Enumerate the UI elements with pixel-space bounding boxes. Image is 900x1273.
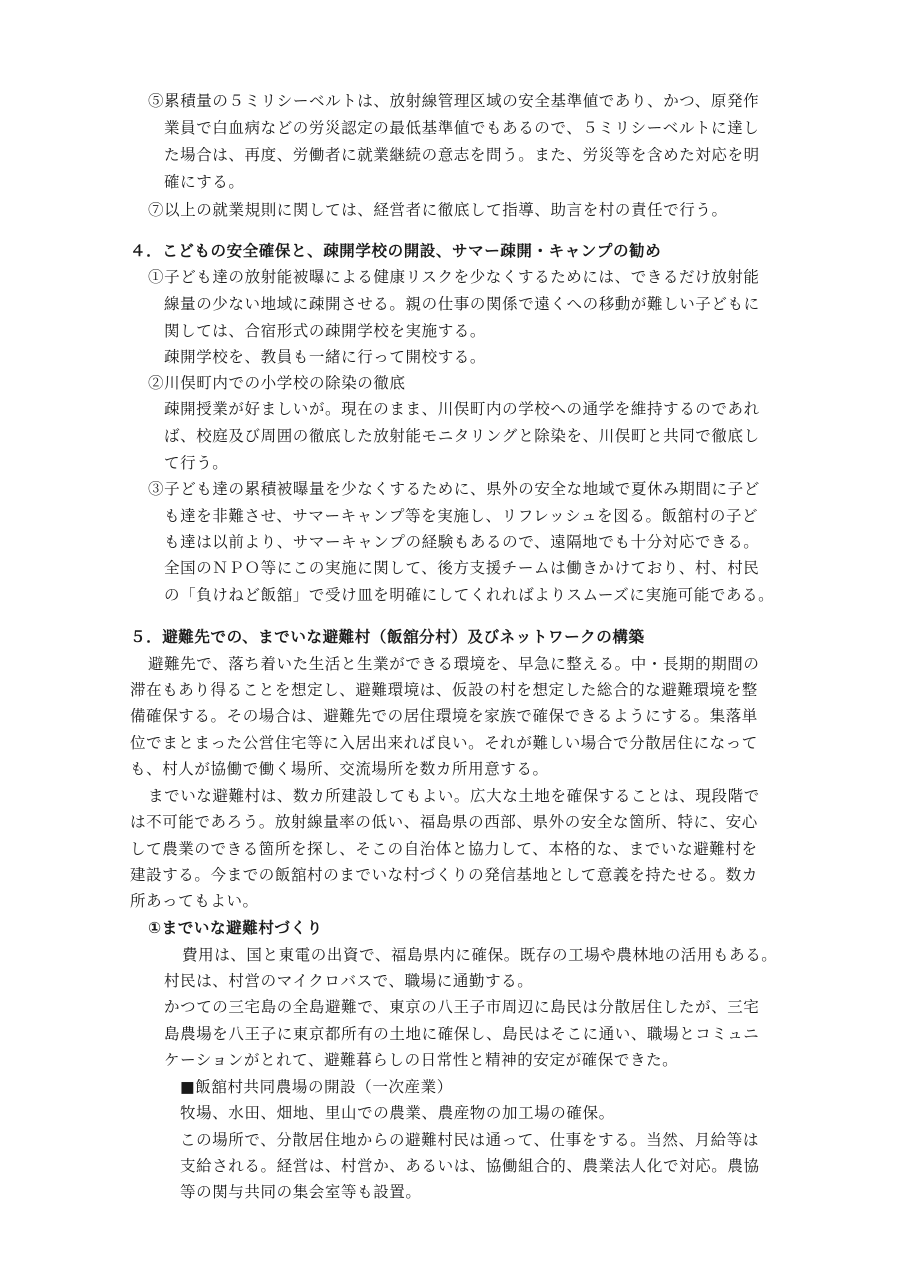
farm-line-3: 支給される。経営は、村営か、あるいは、協働組合的、農業法人化で対応。農協 xyxy=(180,1157,760,1175)
s5-sub1-line-1: 費用は、国と東電の出資で、福島県内に確保。既存の工場や農林地の活用もある。 xyxy=(182,946,778,964)
item5-line-4: 確にする。 xyxy=(164,173,245,191)
s4-p2-line-3: ば、校庭及び周囲の徹底した放射能モニタリングと除染を、川俣町と共同で徹底し xyxy=(164,427,760,445)
s5-p1-line-2: 滞在もあり得ることを想定し、避難環境は、仮設の村を想定した総合的な避難環境を整 xyxy=(130,681,758,699)
s4-p2-line-4: て行う。 xyxy=(164,454,229,472)
s5-sub1-line-4: 島農場を八王子に東京都所有の土地に確保し、島民はそこに通い、職場とコミュニ xyxy=(164,1025,760,1043)
s5-p1-line-1: 避難先で、落ち着いた生活と生業ができる環境を、早急に整える。中・長期的期間の xyxy=(148,655,760,673)
item7-line: ⑦以上の就業規則に関しては、経営者に徹底して指導、助言を村の責任で行う。 xyxy=(148,201,728,219)
item5-line-1: ⑤累積量の５ミリシーベルトは、放射線管理区域の安全基準値であり、かつ、原発作 xyxy=(148,92,760,110)
s5-p2-line-2: は不可能であろう。放射線量率の低い、福島県の西部、県外の安全な箇所、特に、安心 xyxy=(130,813,758,831)
s5-sub1-line-2: 村民は、村営のマイクロバスで、職場に通勤する。 xyxy=(164,972,534,990)
farm-line-4: 等の関与共同の集会室等も設置。 xyxy=(180,1183,422,1201)
s5-p2-line-1: までいな避難村は、数カ所建設してもよい。広大な土地を確保することは、現段階で xyxy=(148,787,760,805)
section5-heading: ５．避難先での、までいな避難村（飯舘分村）及びネットワークの構築 xyxy=(130,628,645,646)
s4-p3-line-3: も達は以前より、サマーキャンプの経験もあるので、遠隔地でも十分対応できる。 xyxy=(164,533,760,551)
farm-line-2: この場所で、分散居住地からの避難村民は通って、仕事をする。当然、月給等は xyxy=(180,1131,759,1149)
s5-p1-line-3: 備確保する。その場合は、避難先での居住環境を家族で確保できるようにする。集落単 xyxy=(130,707,758,725)
farm-line-1: 牧場、水田、畑地、里山での農業、農産物の加工場の確保。 xyxy=(180,1104,615,1122)
s5-p1-line-4: 位でまとまった公営住宅等に入居出来れば良い。それが難しい場合で分散居住になって xyxy=(130,734,758,752)
item5-line-2: 業員で白血病などの労災認定の最低基準値でもあるので、５ミリシーベルトに達し xyxy=(164,119,760,137)
s5-sub1-heading: ①までいな避難村づくり xyxy=(148,919,323,937)
s4-p3-line-5: の「負けねど飯舘」で受け皿を明確にしてくれればよりスムーズに実施可能である。 xyxy=(164,586,775,604)
farm-heading: ■飯舘村共同農場の開設（一次産業） xyxy=(180,1078,453,1096)
item5-line-3: た場合は、再度、労働者に就業継続の意志を問う。また、労災等を含めた対応を明 xyxy=(164,146,760,164)
s4-p1-line-2: 線量の少ない地域に疎開させる。親の仕事の関係で遠くへの移動が難しい子どもに xyxy=(164,295,760,313)
s4-p1-line-4: 疎開学校を、教員も一緒に行って開校する。 xyxy=(164,348,487,366)
s4-p1-line-1: ①子ども達の放射能被曝による健康リスクを少なくするためには、できるだけ放射能 xyxy=(148,268,760,286)
s4-p2-line-1: ②川俣町内での小学校の除染の徹底 xyxy=(148,374,406,392)
s5-p2-line-3: して農業のできる箇所を探し、そこの自治体と協力して、本格的な、までいな避難村を xyxy=(130,840,758,858)
s5-sub1-line-3: かつての三宅島の全島避難で、東京の八王子市周辺に島民は分散居住したが、三宅 xyxy=(164,998,760,1016)
s5-p2-line-5: 所あってもよい。 xyxy=(130,892,259,910)
s4-p3-line-2: も達を非難させ、サマーキャンプ等を実施し、リフレッシュを図る。飯舘村の子ど xyxy=(164,507,759,525)
s4-p1-line-3: 関しては、合宿形式の疎開学校を実施する。 xyxy=(164,322,487,340)
section4-heading: ４．こどもの安全確保と、疎開学校の開設、サマー疎開・キャンプの勧め xyxy=(130,242,662,260)
s4-p2-line-2: 疎開授業が好ましいが。現在のまま、川俣町内の学校への通学を維持するのであれ xyxy=(164,400,760,418)
s4-p3-line-1: ③子ども達の累積被曝量を少なくするために、県外の安全な地域で夏休み期間に子ど xyxy=(148,480,760,498)
s5-p1-line-5: も、村人が協働で働く場所、交流場所を数カ所用意する。 xyxy=(130,760,549,778)
s5-p2-line-4: 建設する。今までの飯舘村のまでいな村づくりの発信基地として意義を持たせる。数カ xyxy=(130,866,758,884)
s4-p3-line-4: 全国のＮＰＯ等にこの実施に関して、後方支援チームは働きかけており、村、村民 xyxy=(164,559,760,577)
s5-sub1-line-5: ケーションがとれて、避難暮らしの日常性と精神的安定が確保できた。 xyxy=(164,1051,679,1069)
